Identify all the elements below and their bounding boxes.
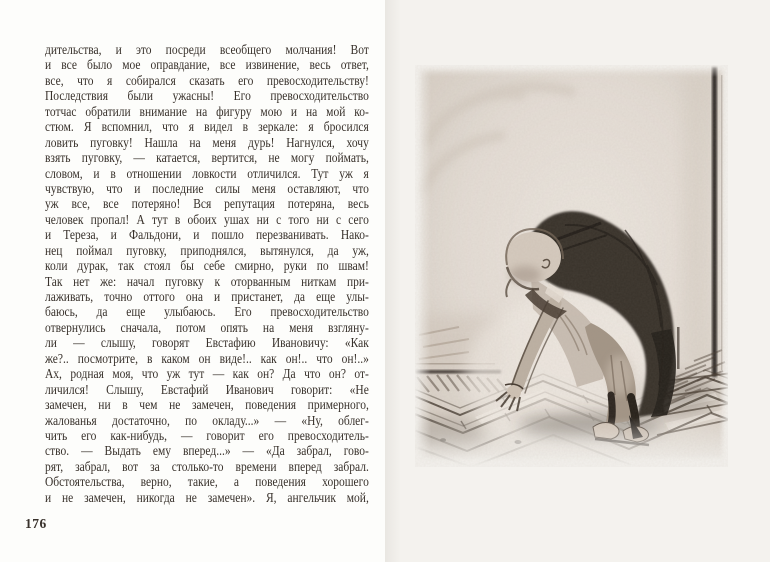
- text-line: ство. — Выдать ему вперед...» — «Да забрал, гово-: [45, 443, 369, 459]
- right-page: [385, 0, 770, 562]
- text-line: коли дурак, так стоял бы себе смирно, руки по швам!: [45, 258, 369, 274]
- text-line: словом, и в отношении ловкости отличился. Тут уж я: [45, 165, 369, 181]
- text-line: и все было мое оправдание, все извинение, весь ответ,: [45, 57, 369, 73]
- text-line: нец поймал пуговку, приподнялся, вытянулся, да уж,: [45, 242, 369, 258]
- text-line: дительства, и это посреди всеобщего молчания! Вот: [45, 42, 369, 57]
- text-line: уж все, все потеряно! Вся репутация потеряна, весь: [45, 196, 369, 212]
- illustration-charcoal-drawing: [415, 65, 728, 467]
- text-line: жалованья достаточно, по окладу...» — «Ну, облег-: [45, 412, 369, 428]
- paper-grain: [415, 65, 728, 467]
- text-line: стюм. Я вспомнил, что я видел в зеркале: я бросился: [45, 119, 369, 135]
- text-line: же?.. посмотрите, в каком он виде!.. как он!.. что он!..»: [45, 350, 369, 366]
- text-line: личился! Слышу, Евстафий Иванович говорит: «Не: [45, 381, 369, 397]
- page-number: 176: [25, 516, 47, 531]
- text-line: чить его как-нибудь, — говорит его превосходитель-: [45, 427, 369, 443]
- text-line: замечен, ни в чем не замечен, поведения примерного,: [45, 397, 369, 413]
- text-line: рят, забрал, вот за столько-то времени вперед забрал.: [45, 458, 369, 474]
- text-line: тотчас обратили внимание на фигуру мою и на мой ко-: [45, 103, 369, 119]
- text-line: чувствую, что и последние силы меня оставляют, что: [45, 180, 369, 196]
- text-line: и не замечен, никогда не замечен». Я, ангельчик мой,: [45, 489, 369, 505]
- spine-shadow: [385, 0, 401, 562]
- text-line: ли — слышу, говорят Евстафию Ивановичу: «Как: [45, 335, 369, 351]
- text-line: взять пуговку, — катается, вертится, не могу поймать,: [45, 150, 369, 166]
- text-line: Последствия были ужасны! Его превосходительство: [45, 88, 369, 104]
- text-line: отвернулись сначала, потом опять на меня взгляну-: [45, 319, 369, 335]
- text-line: лаживать, точно оттого она и пристанет, да еще улы-: [45, 289, 369, 304]
- text-line: Так нет же: начал пуговку к оторванным ниткам при-: [45, 273, 369, 289]
- text-line: человек пропал! А тут в обоих ушах ни с того ни с сего: [45, 211, 369, 227]
- text-line: ловить пуговку! Нашла на меня дурь! Нагнулся, хочу: [45, 134, 369, 150]
- text-line: и Тереза, и Фальдони, и пошло перезванивать. Нако-: [45, 227, 369, 243]
- text-line: баюсь, да еще улыбаюсь. Его превосходительство: [45, 304, 369, 320]
- text-line: все, что я собирался сказать его превосходительству!: [45, 72, 369, 88]
- page-text-block: [45, 42, 369, 505]
- text-line: Обстоятельства, верно, такие, а поведения хорошего: [45, 474, 369, 490]
- text-line: Ах, родная моя, что уж тут — как он? Да что он? от-: [45, 366, 369, 382]
